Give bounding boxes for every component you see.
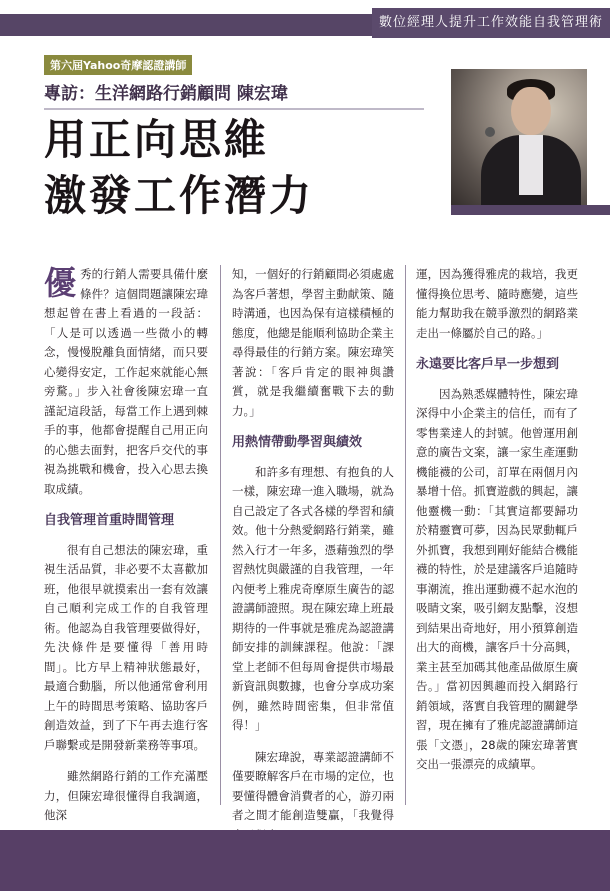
headline xyxy=(44,112,314,224)
drop-cap: 優 xyxy=(44,264,77,302)
section-header: 數位經理人提升工作效能自我管理術 xyxy=(372,8,610,38)
paragraph: 因為熟悉媒體特性，陳宏瑋深得中小企業主的信任，而有了零售業達人的封號。他曾運用創意的廣告文案，讓一家生產運動機能襪的公司，訂單在兩個月內暴增十倍。抓寶遊戲的興起，讓他靈機一動：「其實這都要歸功於精靈寶可夢，因為民眾動輒戶外抓寶，我想到剛好能結合機能襪的特性，於是建議客戶追隨時事潮流，推出運動襪不起水泡的吸睛文案，吸引網友點擊，沒想到結果出奇地好，用小預算創造出大的商機，讓客戶十分高興，業主甚至加碼其他產品做原生廣告。」當初因興趣而投入網路行銷領域，落實自我管理的關鍵學習，現在擁有了雅虎認證講師這張「文憑」，28歲的陳宏瑋著實交出一張漂亮的成績單。 xyxy=(416,386,578,771)
headline-line-1: 用正向思維 xyxy=(44,115,270,164)
column-divider xyxy=(405,265,406,805)
paragraph: 陳宏瑋說，專業認證講師不僅要瞭解客戶在市場的定位，也要懂得體會消費者的心，游刃兩者之間才能創造雙贏，「我覺得 xyxy=(232,749,394,822)
top-bar xyxy=(0,0,610,36)
interview-byline: 專訪：生洋網路行銷顧問 陳宏瑋 xyxy=(44,79,424,110)
article-column-2 xyxy=(232,265,394,857)
headline-line-2: 激發工作潛力 xyxy=(44,171,315,220)
column-divider xyxy=(220,265,221,805)
paragraph: 雖然網路行銷的工作充滿壓力，但陳宏瑋很懂得自我調適，他深 xyxy=(44,769,208,822)
paragraph: 和許多有理想、有抱負的人一樣，陳宏瑋一進入職場，就為自己設定了各式各樣的學習和績效。他十分熱愛網路行銷業，雖然入行才一年多，憑藉強烈的學習熱忱與嚴謹的自我管理，一年內便考上雅虎奇摩原生廣告的認證講師證照。現在陳宏瑋上班最期待的一件事就是雅虎為認證講師安排的訓練課程。他說：「課堂上老師不但每周會提供市場最新資訊與數據，也會分享成功案例，雖然時間密集，但非常值得！」 xyxy=(232,464,394,732)
paragraph: 知，一個好的行銷顧問必須處處為客戶著想，學習主動献策、隨時溝通，也因為保有這樣積極的態度，他總是能順利協助企業主尋得最佳的行銷方案。陳宏瑋笑著說：「客戶肯定的眼神與讚賞，就是我繼續奮戰下去的動力。」 xyxy=(232,267,394,418)
photo-accent-bar xyxy=(451,205,610,215)
series-badge: 第六屆Yahoo奇摩認證講師 xyxy=(44,55,192,75)
microphone-icon xyxy=(485,127,495,137)
subhead: 用熱情帶動學習與績效 xyxy=(232,435,363,450)
subhead: 永遠要比客戶早一步想到 xyxy=(416,357,560,372)
paragraph-text: 秀的行銷人需要具備什麼條件？這個問題讓陳宏瑋想起曾在書上看過的一段話：「人是可以透過一些微小的轉念，慢慢脫離負面情緒，而只要心變得安定，工作起來就能心無旁騖。」步入社會後陳宏瑋一直謹記這段話，每當工作上遇到棘手的事，他都會提醒自己用正向的心態去面對，把客戶交代的事視為挑戰和機會，投入心思去換取成績。 xyxy=(44,267,208,496)
portrait-photo xyxy=(451,69,587,205)
paragraph: 運，因為獲得雅虎的栽培，我更懂得換位思考、隨時應變，這些能力幫助我在競爭激烈的網路業走出一條屬於自己的路。」 xyxy=(416,267,578,340)
article-column-3 xyxy=(416,265,578,787)
bottom-band xyxy=(0,830,610,891)
photo-shirt xyxy=(519,135,543,195)
paragraph: 很有自己想法的陳宏瑋，重視生活品質，非必要不太喜歡加班，他很早就摸索出一套有效讓自己順利完成工作的自我管理術。他認為自我管理要做得好，先決條件是要懂得「善用時間」。比方早上精神狀態最好，最適合動腦，所以他通常會利用上午的時間思考策略、協助客戶創造效益，到了下午再去進行客戶聯繫或是開發新業務等事項。 xyxy=(44,542,208,752)
subhead: 自我管理首重時間管理 xyxy=(44,513,175,528)
article-column-1 xyxy=(44,265,208,838)
paragraph xyxy=(44,265,208,499)
photo-head xyxy=(511,87,551,135)
